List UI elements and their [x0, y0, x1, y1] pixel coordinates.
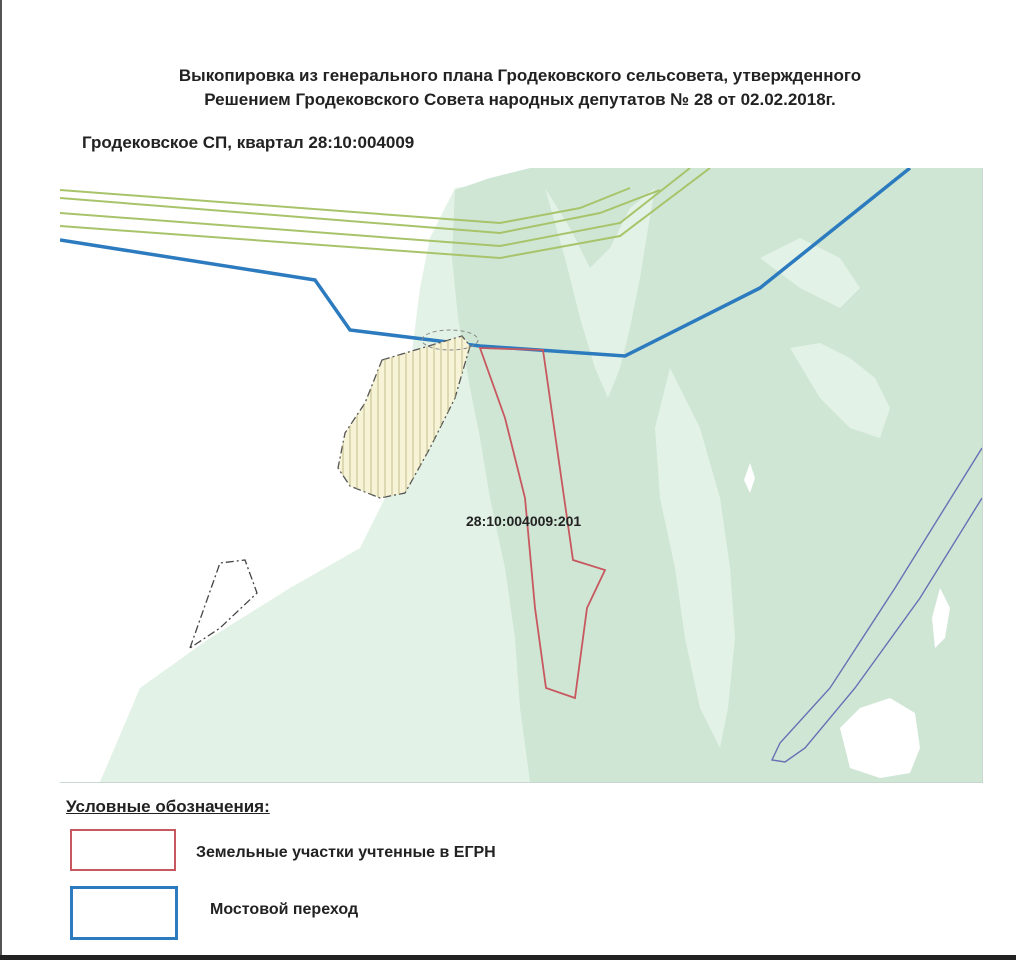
document-title	[60, 64, 980, 112]
legend-label-bridge-crossing: Мостовой переход	[210, 901, 359, 918]
legend-heading: Условные обозначения:	[66, 797, 270, 816]
title-line-1: Выкопировка из генерального плана Гродековского сельсовета, утвержденного	[178, 66, 862, 85]
legend-label-registered-parcels: Земельные участки учтенные в ЕГРН	[196, 844, 496, 861]
title-line-2: Решением Гродековского Совета народных депутатов № 28 от 02.02.2018г.	[204, 90, 836, 109]
parcel-cadastral-label: 28:10:004009:201	[466, 513, 582, 529]
page-bottom-edge	[0, 955, 1016, 960]
map-area[interactable]	[60, 168, 983, 783]
quarter-subtitle: Гродековское СП, квартал 28:10:004009	[82, 133, 415, 152]
legend-swatch-bridge-crossing	[70, 886, 178, 940]
legend-swatch-registered-parcels	[70, 829, 176, 871]
page-left-edge	[0, 0, 2, 960]
